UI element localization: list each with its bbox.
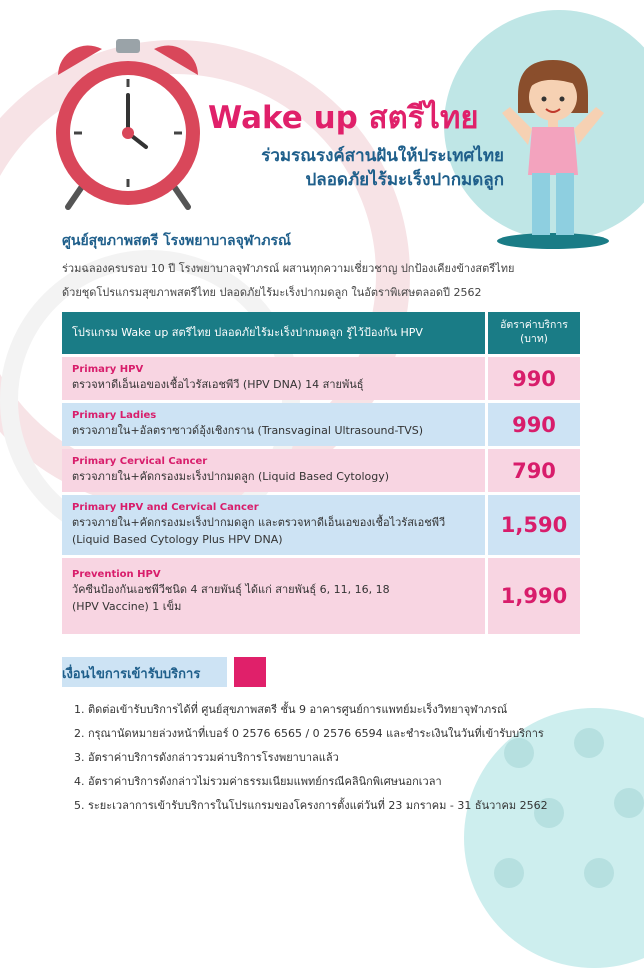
table-row xyxy=(62,558,580,634)
subtitle-line-2: ปลอดภัยไร้มะเร็งปากมดลูก xyxy=(305,170,504,190)
table-header xyxy=(62,312,580,354)
intro-line-2: ด้วยชุดโปรแกรมสุขภาพสตรีไทย ปลอดภัยไร้มะเร็งปากมดลูก ในอัตราพิเศษตลอดปี 2562 xyxy=(62,286,482,299)
condition-item: 5. ระยะเวลาการเข้ารับบริการในโปรแกรมของโครงการตั้งแต่วันที่ 23 มกราคม - 31 ธันวาคม 2562 xyxy=(74,799,548,812)
program-description: วัคซีนป้องกันเอชพีวีชนิด 4 สายพันธุ์ ได้แก่ สายพันธุ์ 6, 11, 16, 18 xyxy=(72,583,390,596)
page-title: Wake up สตรีไทย xyxy=(208,100,479,136)
program-name: Prevention HPV xyxy=(72,569,161,580)
program-name: Primary HPV and Cervical Cancer xyxy=(72,502,259,513)
pricing-table xyxy=(62,312,580,634)
condition-item: 2. กรุณานัดหมายล่วงหน้าที่เบอร์ 0 2576 6565 / 0 2576 6594 และชำระเงินในวันที่เข้ารับบริการ xyxy=(74,727,544,740)
header-price-line-2: (บาท) xyxy=(520,333,548,345)
table-row xyxy=(62,403,580,446)
conditions-title: เงื่อนไขการเข้ารับบริการ xyxy=(62,667,201,682)
intro-heading: ศูนย์สุขภาพสตรี โรงพยาบาลจุฬาภรณ์ xyxy=(62,233,291,249)
table-row xyxy=(62,357,580,400)
table-row xyxy=(62,495,580,555)
program-description-2: (Liquid Based Cytology Plus HPV DNA) xyxy=(72,533,283,546)
intro-line-1: ร่วมฉลองครบรอบ 10 ปี โรงพยาบาลจุฬาภรณ์ ผสานทุกความเชี่ยวชาญ ปกป้องเคียงข้างสตรีไทย xyxy=(62,262,515,275)
header-program: โปรแกรม Wake up สตรีไทย ปลอดภัยไร้มะเร็งปากมดลูก รู้ไว้ป้องกัน HPV xyxy=(62,312,485,354)
flower-circle-decoration xyxy=(464,708,644,968)
program-description: ตรวจภายใน+อัลตราซาวด์อุ้งเชิงกราน (Transvaginal Ultrasound-TVS) xyxy=(72,424,423,437)
alarm-clock-icon xyxy=(38,35,218,215)
program-description: ตรวจหาดีเอ็นเอของเชื้อไวรัสเอชพีวี (HPV DNA) 14 สายพันธุ์ xyxy=(72,378,364,391)
program-name: Primary Cervical Cancer xyxy=(72,456,208,467)
program-description-2: (HPV Vaccine) 1 เข็ม xyxy=(72,600,182,613)
condition-item: 4. อัตราค่าบริการดังกล่าวไม่รวมค่าธรรมเนียมแพทย์กรณีคลินิกพิเศษนอกเวลา xyxy=(74,775,442,788)
woman-illustration-icon xyxy=(488,55,618,250)
program-price: 1,590 xyxy=(488,495,580,555)
table-row xyxy=(62,449,580,492)
condition-item: 3. อัตราค่าบริการดังกล่าวรวมค่าบริการโรงพยาบาลแล้ว xyxy=(74,751,339,764)
condition-item: 1. ติดต่อเข้ารับบริการได้ที่ ศูนย์สุขภาพสตรี ชั้น 9 อาคารศูนย์การแพทย์มะเร็งวิทยาจุฬาภรณ์ xyxy=(74,703,508,716)
program-description: ตรวจภายใน+คัดกรองมะเร็งปากมดลูก และตรวจหาดีเอ็นเอของเชื้อไวรัสเอชพีวี xyxy=(72,516,446,529)
program-price: 1,990 xyxy=(488,558,580,634)
header-price-line-1: อัตราค่าบริการ xyxy=(500,319,568,331)
conditions-accent-square xyxy=(234,657,266,687)
header-price xyxy=(488,312,580,354)
program-price: 990 xyxy=(488,357,580,400)
program-price: 990 xyxy=(488,403,580,446)
program-price: 790 xyxy=(488,449,580,492)
subtitle-line-1: ร่วมรณรงค์สานฝันให้ประเทศไทย xyxy=(261,146,504,166)
program-name: Primary Ladies xyxy=(72,410,157,421)
program-name: Primary HPV xyxy=(72,364,144,375)
program-description: ตรวจภายใน+คัดกรองมะเร็งปากมดลูก (Liquid Based Cytology) xyxy=(72,470,390,483)
